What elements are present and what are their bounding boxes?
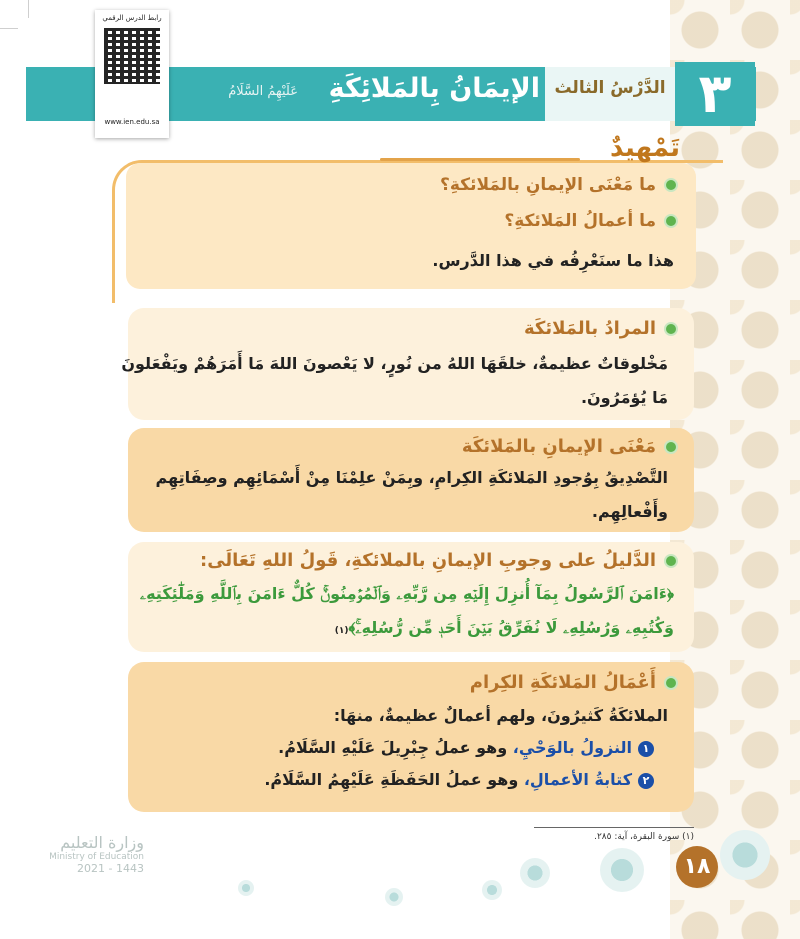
ministry-name-ar: وزارة التعليم: [60, 833, 144, 852]
edition-year: 2021 - 1443: [77, 862, 144, 875]
item-number: ٢: [638, 773, 654, 789]
quran-verse-line: [335, 618, 674, 638]
section-line: وأَفْعالِهِم.: [591, 502, 668, 521]
ministry-logo: [44, 833, 144, 875]
lesson-title: الإيمَانُ بِالمَلائِكَةِ: [328, 73, 540, 104]
title-honorific: عَلَيْهِمُ السَّلَامُ: [228, 84, 298, 99]
intro-question-text: ما مَعْنَى الإيمانِ بالمَلائكةِ؟: [440, 175, 656, 195]
decorative-flower-icon: [385, 888, 403, 906]
deed-rest: وهو عملُ الحَفَظَةِ عَلَيْهِمُ السَّلَامُ.: [264, 770, 524, 789]
digital-lesson-qr-card[interactable]: [95, 10, 169, 138]
bullet-icon: [664, 676, 678, 690]
bullet-icon: [664, 554, 678, 568]
decorative-flower-icon: [600, 848, 644, 892]
bullet-icon: [664, 178, 678, 192]
intro-box: [126, 163, 696, 289]
section-faith-meaning: [128, 428, 694, 532]
crop-mark: [0, 28, 18, 29]
qr-code-icon[interactable]: [104, 28, 160, 84]
bullet-icon: [664, 322, 678, 336]
decorative-flower-icon: [720, 830, 770, 880]
footnote-ref[interactable]: (١): [334, 626, 349, 636]
lesson-number: ٣: [675, 62, 755, 126]
section-heading: [200, 550, 678, 571]
section-heading: [470, 672, 678, 693]
section-heading-text: مَعْنَى الإيمانِ بالمَلائكَة: [461, 436, 656, 457]
section-line: مَا يُؤمَرُونَ.: [580, 388, 668, 407]
intro-closing: هذا ما سنَعْرِفُه في هذا الدَّرس.: [432, 251, 674, 270]
section-line: مَخْلوقاتٌ عظيمةٌ، خلقَهَا اللهُ من نُورٍ، لا يَعْصونَ اللهَ مَا أَمَرَهُمْ ويَفْعَلونَ: [121, 354, 668, 373]
section-heading: [524, 318, 678, 339]
deed-item: [278, 738, 654, 757]
page-number: ١٨: [676, 846, 718, 888]
section-heading: [462, 436, 678, 457]
section-heading-text: المرادُ بالمَلائكَة: [523, 318, 656, 339]
bullet-icon: [664, 440, 678, 454]
intro-question-text: ما أعمالُ المَلائكةِ؟: [504, 211, 656, 231]
intro-question: [504, 211, 678, 231]
lesson-label: الدَّرْسُ الثالث: [554, 78, 666, 98]
deed-rest: وهو عملُ جِبْرِيلَ عَلَيْهِ السَّلَامُ.: [278, 738, 513, 757]
section-meaning: [121, 308, 694, 420]
intro-question: [440, 175, 678, 195]
footnote: (١) سورة البقرة، آية: ٢٨٥.: [594, 832, 694, 842]
decorative-flower-icon: [482, 880, 502, 900]
deed-item: [264, 770, 654, 789]
footnote-rule: [534, 827, 694, 828]
quran-verse-text: وَكُتُبِهِۦ وَرُسُلِهِۦ لَا نُفَرِّقُ بَيۡنَ أَحَدٖ مِّن رُّسُلِهِۦۚ﴾: [348, 618, 674, 637]
intro-underline: [380, 158, 580, 161]
crop-mark: [28, 0, 29, 18]
section-heading-text: أَعْمَالُ المَلائكَةِ الكِرام: [469, 672, 656, 693]
section-deeds: [128, 662, 694, 812]
qr-url[interactable]: www.ien.edu.sa: [104, 118, 160, 126]
intro-title: تَمْهِيدٌ: [610, 133, 680, 163]
decorative-flower-icon: [238, 880, 254, 896]
quran-verse-line: ﴿ءَامَنَ ٱلرَّسُولُ بِمَآ أُنزِلَ إِلَيۡهِ مِن رَّبِّهِۦ وَٱلۡمُؤۡمِنُونَۚ كُلٌّ ءَامَنَ بِٱللَّهِ وَمَلَٰٓئِكَتِهِۦ: [140, 584, 674, 603]
item-number: ١: [638, 741, 654, 757]
bullet-icon: [664, 214, 678, 228]
deed-highlight: كتابةُ الأعمالِ،: [523, 770, 632, 789]
section-heading-text: الدَّليلُ على وجوبِ الإيمانِ بالملائكةِ، قَولُ اللهِ تَعَالَى:: [200, 550, 656, 571]
decorative-flower-icon: [520, 858, 550, 888]
ministry-name-en: Ministry of Education: [49, 852, 144, 862]
deeds-intro: الملائكَةُ كَثيرُونَ، ولهم أعمالٌ عظيمةٌ، منهَا:: [333, 706, 668, 725]
section-evidence: [128, 542, 694, 652]
deed-highlight: النزولُ بالوَحْيِ،: [512, 738, 632, 757]
qr-label: رابط الدرس الرقمي: [102, 14, 162, 22]
section-line: التَّصْدِيقُ بِوُجودِ المَلائكَةِ الكِرامِ، وبِمَنْ علِمْنَا مِنْ أَسْمَائِهِم وصِفَاتِهِم: [155, 468, 668, 487]
